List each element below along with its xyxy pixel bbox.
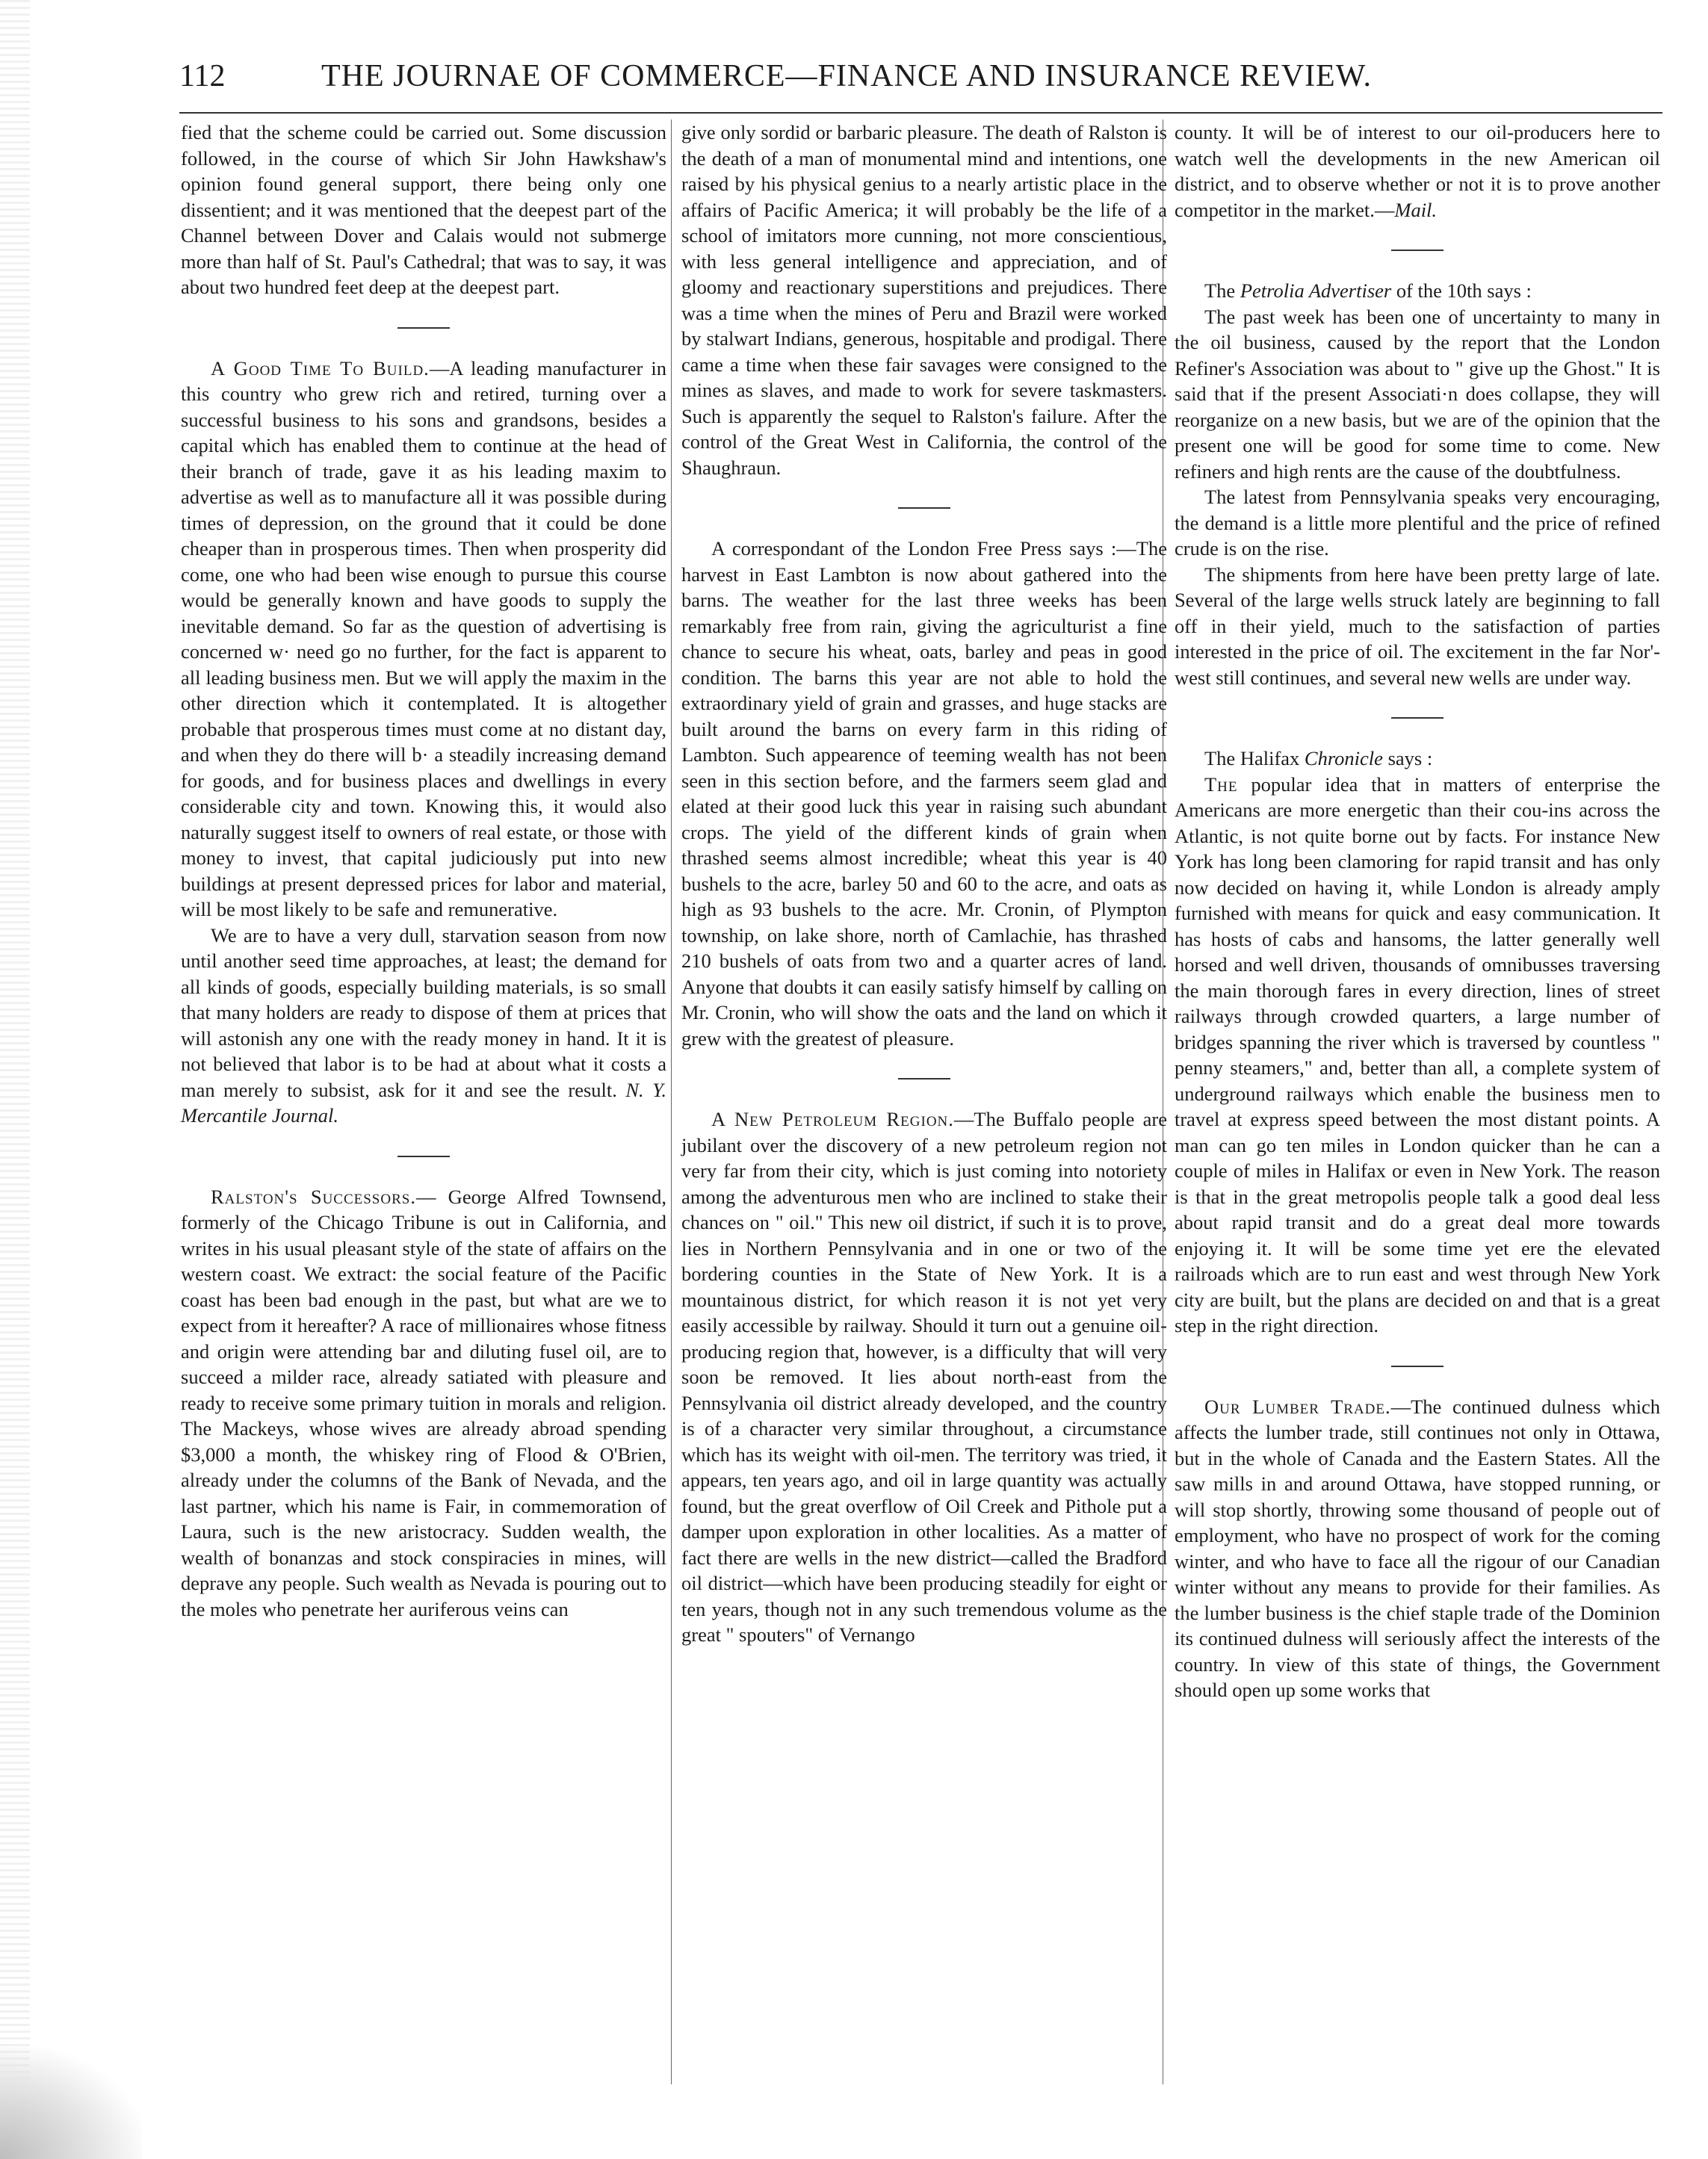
header-rule [179,112,1662,114]
article-heading: A New Petroleum Region. [711,1108,954,1130]
scan-binding-edge [0,0,30,2159]
column-3 [1175,120,1660,1703]
article-paragraph: A Good Time To Build.—A leading manufacturer in this country who grew rich and retired, turning over a successful business to his sons and grandsons, besides a capital which has enabled them to continue at the head of their branch of trade, gave it as his leading maxim to advertise as well as to manufacture all it was possible during times of depression, on the ground that it could be done cheaper than in prosperous times. Then when prosperity did come, one who had been wise enough to pursue this course would be generally known and have goods to supply the inevitable demand. So far as the question of advertising is concerned w· need go no further, for the fact is apparent to all leading business men. But we will apply the maxim in the other direction which it contemplated. It is altogether probable that prosperous times must come at no distant day, and when they do there will b· a steadily increasing demand for goods, and for business places and dwellings in every considerable city and town. Knowing this, it would also naturally suggest itself to owners of real estate, or those with money to invest, that capital judiciously put into new buildings at present depressed prices for labor and material, will be most likely to be safe and remunerative. [181,356,666,920]
article-source: Mail. [1394,198,1438,221]
article-paragraph: A correspondant of the London Free Press says :—The harvest in East Lambton is now about gathered into the barns. The weather for the last three weeks has been remarkably free from rain, giving the agriculturist a fine chance to secure his wheat, oats, barley and peas in good condition. The barns this year are not able to hold the extraordinary yield of grain and grasses, and huge stacks are built around the barns on every farm in this riding of Lambton. Such appearence of teeming wealth has not been seen in this section before, and the farmers seem glad and elated at their good luck this year in raising such abundant crops. The yield of the different kinds of grain when thrashed seems almost incredible; wheat this year is 40 bushels to the acre, barley 50 and 60 to the acre, and oats as high as 93 bushels to the acre. Mr. Cronin, of Plympton township, on lake shore, north of Camlachie, has thrashed 210 bushels of oats from two and a quarter acres of land. Anyone that doubts it can easily satisfy himself by calling on Mr. Cronin, who will show the oats and the land on which it grew with the greatest of pleasure. [681,537,1167,1050]
article-paragraph: A New Petroleum Region.—The Buffalo people are jubilant over the discovery of a new petroleum region not very far from their city, which is just coming into notoriety among the adventurous men who are inclined to stake their chances on " oil." This new oil district, if such it is to prove, lies in Northern Pennsylvania and in one or two of the bordering counties in the State of New York. It is a mountainous district, for which reason it is not yet very easily accessible by railway. Should it turn out a genuine oil-producing region that, however, is a difficulty that will very soon be removed. It lies about north-east from the Pennsylvania oil district already developed, and the country is of a character very similar throughout, a circumstance which has its weight with oil-men. The territory was tried, it appears, ten years ago, and oil in large quantity was actually found, but the great overflow of Oil Creek and Pithole put a damper upon exploration in other localities. As a matter of fact there are wells in the new district—called the Bradford oil district—which have been producing steadily for eight or ten years, though not in any such tremendous volume as the great " spouters" of Vernango [681,1108,1168,1646]
article-separator [1391,1366,1444,1367]
article-paragraph: Our Lumber Trade.—The continued dulness which affects the lumber trade, still continues not only in Ottawa, but in the whole of Canada and the Eastern States. All the saw mills in and around Ottawa, have stopped running, or will stop shortly, throwing some thousand of people out of employment, who have no prospect of work for the coming winter, and who have to face all the rigour of our Canadian winter without any means to provide for their families. As the lumber business is the chief staple trade of the Dominion its continued dulness will seriously affect the interests of the country. In view of this state of things, the Government should open up some works that [1175,1395,1660,1701]
article-separator [1391,250,1444,251]
page-number: 112 [179,59,226,93]
article-paragraph: fied that the scheme could be carried out. Some discussion followed, in the course of which Sir John Hawkshaw's opinion found general support, there being only one dissentient; and it was mentioned that the deepest part of the Channel between Dover and Calais would not submerge more than half of St. Paul's Cathedral; that was to say, it was about two hundred feet deep at the deepest part. [181,121,666,298]
newspaper-name: Chronicle [1304,747,1383,769]
article-paragraph: The shipments from here have been pretty large of late. Several of the large wells struck lately are beginning to fall off in their yield, much to the satisfaction of parties interested in the price of oil. The excitement in the far Nor'-west still continues, and several new wells are under way. [1175,563,1660,689]
article-heading: A Good Time To Build. [211,356,430,380]
article-intro: The Halifax Chronicle says : [1204,747,1433,769]
article-paragraph: The past week has been one of uncertainty to many in the oil business, caused by the report that the London Refiner's Association was about to " give up the Ghost." It is said that if the present Associati·n does collapse, they will reorganize on a new basis, but we are of the opinion that the present one will be good for some time to come. New refiners and high rents are the cause of the doubtfulness. [1175,305,1660,483]
article-paragraph: give only sordid or barbaric pleasure. The death of Ralston is the death of a man of monumental mind and intentions, one raised by his physical genius to a nearly artistic place in the affairs of Pacific America; it will probably be the life of a school of imitators more cunning, not more conscientious, with less general intelligence and appreciation, and of gloomy and reactionary superstitions and prejudices. There was a time when the mines of Peru and Brazil were worked by stalwart Indians, generous, hospitable and prodigal. There came a time when these fair savages were consigned to the mines as slaves, and made to work for severe taskmasters. Such is apparently the sequel to Ralston's failure. After the control of the Great West in California, the control of the Shaughraun. [681,121,1167,479]
scan-corner-shadow [0,2047,142,2159]
column-1 [181,120,666,1622]
running-title: THE JOURNAE OF COMMERCE—FINANCE AND INSURANCE REVIEW. [321,59,1373,93]
article-separator [1391,717,1444,719]
article-separator [898,1078,950,1080]
article-separator [397,327,450,329]
lead-word: The [1204,772,1238,796]
article-separator [898,507,950,509]
article-paragraph: The popular idea that in matters of enterprise the Americans are more energetic than their cou-ins across the Atlantic, is not quite borne out by facts. For instance New York has long been clamoring for rapid transit and has only now decided on having it, while London is already amply furnished with means for quick and easy communication. It has hosts of cabs and hansoms, the latter generally well horsed and well driven, thousands of omnibusses traversing the main thorough fares in every direction, lines of street railways through crowded quarters, a large number of bridges spanning the river which is traversed by countless " penny steamers," and, better than all, a complete system of underground railways which enable the business men to travel at express speed between the most distant points. A man can go ten miles in London quicker than he can a couple of miles in Halifax or even in New York. The reason is that in the great metropolis people talk a good deal less about rapid transit and do a great deal more towards enjoying it. It will be some time yet ere the elevated railroads which are to run east and west through New York city are built, but the plans are decided on and that is a great step in the right direction. [1175,772,1660,1336]
article-paragraph: We are to have a very dull, starvation season from now until another seed time approaches, at least; the demand for all kinds of goods, especially building materials, is so small that many holders are ready to dispose of them at prices that will astonish any one with the ready money in hand. It it is not believed that labor is to be had at about what it costs a man merely to subsist, ask for it and see the result. N. Y. Mercantile Journal. [181,923,666,1127]
article-intro: The Petrolia Advertiser of the 10th says : [1204,279,1532,302]
column-2 [681,120,1167,1648]
article-separator [397,1156,450,1157]
page-header [179,58,1659,103]
article-heading: Our Lumber Trade. [1204,1395,1391,1418]
article-paragraph: The latest from Pennsylvania speaks very encouraging, the demand is a little more plentiful and the price of refined crude is on the rise. [1175,486,1660,560]
article-paragraph: county. It will be of interest to our oil-producers here to watch well the developments in the new American oil district, and to observe whether or not it is to prove another competitor in the market.—Mail. [1175,121,1660,221]
newspaper-name: Petrolia Advertiser [1240,279,1392,302]
article-heading: Ralston's Successors. [211,1185,416,1208]
article-paragraph: Ralston's Successors.— George Alfred Townsend, formerly of the Chicago Tribune is out in California, and writes in his usual pleasant style of the state of affairs on the western coast. We extract: the social feature of the Pacific coast has been bad enough in the past, but what are we to expect from it hereafter? A race of millionaires whose fitness and origin were attending bar and diluting fusel oil, are to succeed a milder race, already satiated with pleasure and ready to receive some primary tuition in morals and religion. The Mackeys, whose wives are already abroad spending $3,000 a month, the whiskey ring of Flood & O'Brien, already under the columns of the Bank of Nevada, and the last partner, which his name is Fair, in commemoration of Laura, such is the new aristocracy. Sudden wealth, the wealth of bonanzas and stock conspiracies in mines, will deprave any people. Such wealth as Nevada is pouring out to the moles who penetrate her auriferous veins can [181,1185,667,1620]
column-rule-1 [671,120,672,2084]
article-source: N. Y. Mercantile Journal. [181,1078,666,1127]
